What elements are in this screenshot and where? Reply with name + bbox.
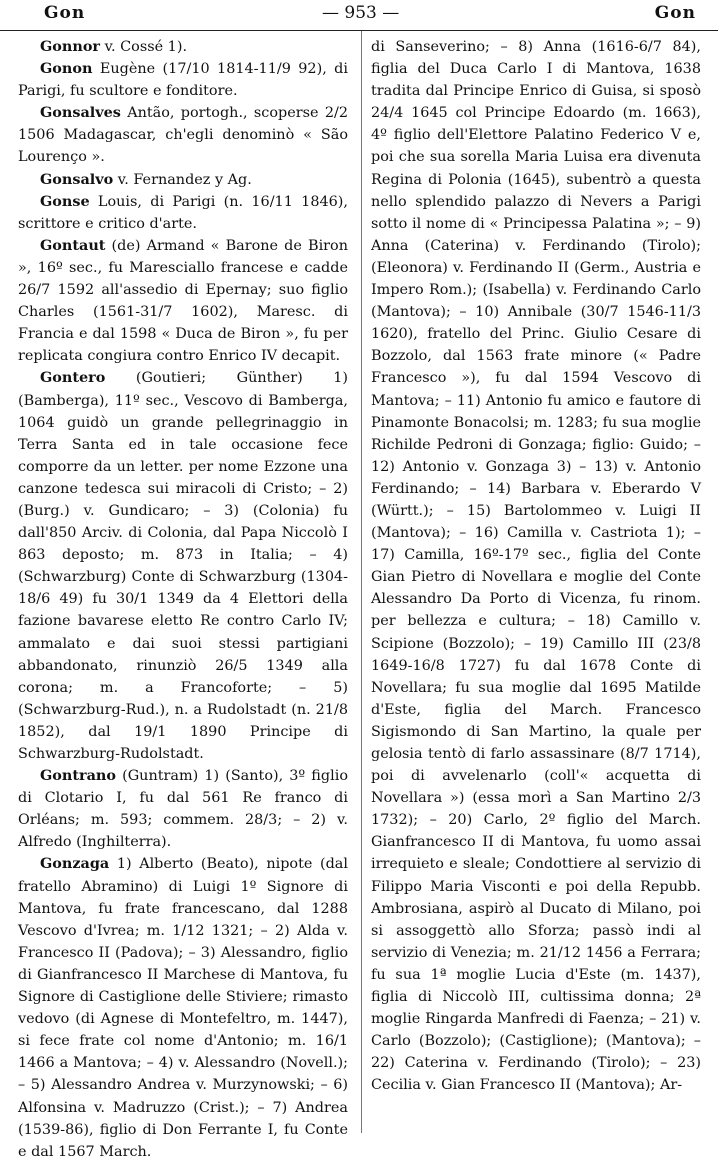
entry-headword: Gonsalves [40, 104, 121, 122]
header-rule [0, 30, 718, 31]
page-number: — 953 — [322, 3, 400, 23]
entry-text: (Guntram) 1) (Santo), 3º figlio di Clotario I, fu dal 561 Re franco di Orléans; m. 593; commem. 28/3; – 2) v. Alfredo (Inghilterra). [18, 768, 348, 851]
entry-text: Antão, portogh., scoperse 2/2 1506 Madagascar, ch'egli denominò « São Lourenço ». [18, 105, 348, 166]
left-column [18, 36, 348, 1163]
entry-headword: Gonsalvo [40, 170, 114, 188]
page-header [0, 0, 718, 28]
entry-headword: Gonnor [40, 38, 100, 55]
column-divider [361, 31, 362, 1133]
entry-headword: Gontrano [40, 767, 116, 785]
entry-text: Louis, di Parigi (n. 16/11 1846), scrittore e critico d'arte. [18, 193, 348, 232]
entry-text: (Goutieri; Günther) 1) (Bamberga), 11º sec., Vescovo di Bamberga, 1064 guidò un grande pellegrinaggio in Terra Santa ed in tale occasione fece comporre da un letter. per nome Ezzone una canzone tedesca sui miracoli di Cristo; – 2) (Burg.) v. Gundicaro; – 3) (Colonia) fu dall'850 Arciv. di Colonia, dal Papa Niccolò I 863 deposto; m. 873 in Italia; – 4) (Schwarzburg) Conte di Schwarzburg (1304-18/6 49) fu 30/1 1349 da 4 Elettori della fazione bavarese eletto Re contro Carlo IV; ammalato e dai suoi stessi partigiani abbandonato, rinunziò 26/5 1349 alla corona; m. a Francoforte; – 5) (Schwarzburg-Rud.), n. a Rudolstadt (n. 21/8 1852), dal 19/1 1890 Principe di Schwarzburg-Rudolstadt. [18, 370, 348, 762]
dictionary-entry [18, 102, 348, 168]
entry-headword: Gonzaga [40, 855, 110, 873]
entry-headword: Gontaut [40, 236, 106, 254]
entry-headword: Gonon [40, 60, 93, 78]
entry-text: v. Cossé 1). [100, 39, 188, 55]
dictionary-entry [18, 853, 348, 1162]
header-left-keyword: Gon [44, 3, 86, 23]
dictionary-entry [18, 235, 348, 368]
dictionary-entry [18, 36, 348, 58]
entry-headword: Gonse [40, 192, 90, 210]
header-right-keyword: Gon [654, 3, 696, 23]
dictionary-entry [18, 765, 348, 853]
dictionary-entry [18, 367, 348, 765]
entry-text: v. Fernandez y Ag. [113, 171, 252, 188]
entry-text: Eugène (17/10 1814-11/9 92), di Parigi, fu scultore e fonditore. [18, 61, 348, 100]
dictionary-entry [18, 191, 348, 235]
entry-text: (de) Armand « Barone de Biron », 16º sec., fu Maresciallo francese e cadde 26/7 1592 all'assedio di Epernay; suo figlio Charles (1561-31/7 1602), Maresc. di Francia e dal 1598 « Duca de Biron », fu per replicata congiura contro Enrico IV decapit. [18, 237, 348, 365]
right-column [371, 36, 701, 1097]
entry-continuation: di Sanseverino; – 8) Anna (1616-6/7 84), figlia del Duca Carlo I di Mantova, 1638 tradita dal Principe Enrico di Guisa, si sposò 24/4 1645 col Principe Edoardo (m. 1663), 4º figlio dell'Elettore Palatino Federico V e, poi che sua sorella Maria Luisa era divenuta Regina di Polonia (1645), subentrò a questa nello splendido palazzo di Nevers a Parigi sotto il nome di « Principessa Palatina »; – 9) Anna (Caterina) v. Ferdinando (Tirolo); (Eleonora) v. Ferdinando II (Germ., Austria e Impero Rom.); (Isabella) v. Ferdinando Carlo (Mantova); – 10) Annibale (30/7 1546-11/3 1620), fratello del Princ. Giulio Cesare di Bozzolo, dal 1563 frate minore (« Padre Francesco »), fu dal 1594 Vescovo di Mantova; – 11) Antonio fu amico e fautore di Pinamonte Bonacolsi; m. 1283; fu sua moglie Richilde Pedroni di Gonzaga; figlio: Guido; – 12) Antonio v. Gonzaga 3) – 13) v. Antonio Ferdinando; – 14) Barbara v. Eberardo V (Württ.); – 15) Bartolommeo v. Luigi II (Mantova); – 16) Camilla v. Castriota 1); – 17) Camilla, 16º-17º sec., figlia del Conte Gian Pietro di Novellara e moglie del Conte Alessandro Da Porto di Vicenza, fu rinom. per bellezza e cultura; – 18) Camillo v. Scipione (Bozzolo); – 19) Camillo III (23/8 1649-16/8 1727) fu dal 1678 Conte di Novellara; fu sua moglie dal 1695 Matilde d'Este, figlia del March. Francesco Sigismondo di San Martino, la quale per gelosia tentò di farlo assassinare (8/7 1714), poi di avvelenarlo (coll'« acquetta di Novellara ») (essa morì a San Martino 2/3 1732); – 20) Carlo, 2º figlio del March. Gianfrancesco II di Mantova, fu uomo assai irrequieto e sleale; Condottiere al servizio di Filippo Maria Visconti e poi della Repubb. Ambrosiana, aspirò al Ducato di Milano, poi si assoggettò allo Sforza; passò indi al servizio di Venezia; m. 21/12 1456 a Ferrara; fu sua 1ª moglie Lucia d'Este (m. 1437), figlia di Niccolò III, cultissima donna; 2ª moglie Ringarda Manfredi di Faenza; – 21) v. Carlo (Bozzolo); (Castiglione); (Mantova); – 22) Caterina v. Ferdinando (Tirolo); – 23) Cecilia v. Gian Francesco II (Mantova); Ar- [371, 39, 701, 1094]
dictionary-entry [18, 58, 348, 102]
dictionary-entry [18, 169, 348, 191]
entry-text: 1) Alberto (Beato), nipote (dal fratello Abramino) di Luigi 1º Signore di Mantova, fu frate francescano, dal 1288 Vescovo d'Ivrea; m. 1/12 1321; – 2) Alda v. Francesco II (Padova); – 3) Alessandro, figlio di Gianfrancesco II Marchese di Mantova, fu Signore di Castiglione delle Stiviere; rimasto vedovo (di Agnese di Montefeltro, m. 1447), si fece frate col nome d'Antonio; m. 16/1 1466 a Mantova; – 4) v. Alessandro (Novell.); – 5) Alessandro Andrea v. Murzynowski; – 6) Alfonsina v. Madruzzo (Crist.); – 7) Andrea (1539-86), figlio di Don Ferrante I, fu Conte e dal 1567 March. [18, 856, 348, 1160]
entry-headword: Gontero [40, 369, 106, 387]
